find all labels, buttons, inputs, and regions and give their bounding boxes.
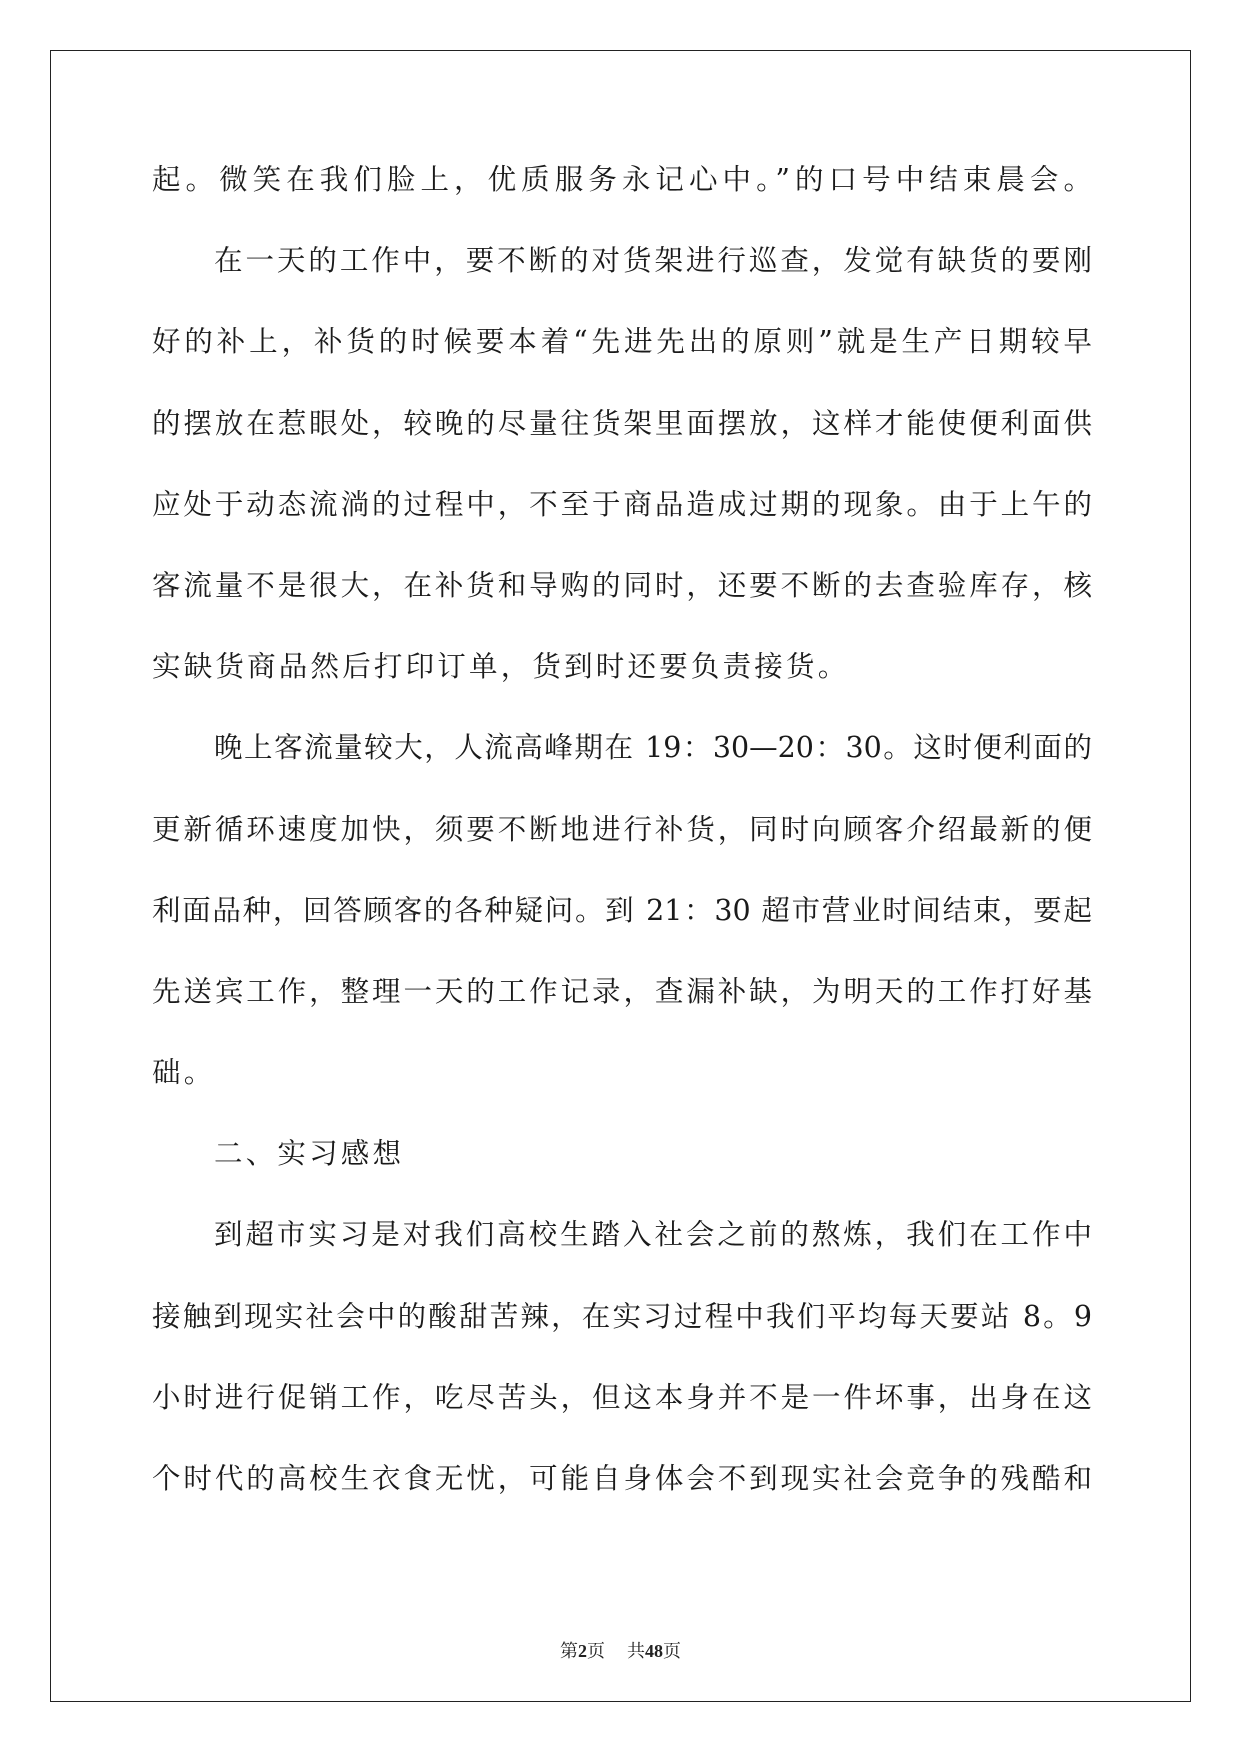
paragraph-first-line: 到超市实习是对我们高校生踏入社会之前的熬炼，我们在工作中 bbox=[214, 1218, 1092, 1252]
page-current-number: 2 bbox=[578, 1641, 587, 1661]
text-line: 好的补上，补货的时候要本着“先进先出的原则”就是生产日期较早 bbox=[152, 325, 1092, 359]
section-heading: 二、实习感想 bbox=[214, 1137, 405, 1171]
text-line: 实缺货商品然后打印订单，货到时还要负责接货。 bbox=[152, 650, 850, 684]
page-footer bbox=[0, 1637, 1241, 1663]
text-line: 的摆放在惹眼处，较晚的尽量往货架里面摆放，这样才能使便利面供 bbox=[152, 406, 1092, 440]
page-suffix: 页 bbox=[587, 1641, 605, 1662]
page-total-number: 48 bbox=[645, 1641, 663, 1661]
text-line: 利面品种，回答顾客的各种疑问。到 21：30 超市营业时间结束，要起 bbox=[152, 893, 1092, 927]
text-line: 础。 bbox=[152, 1056, 216, 1090]
text-line: 应处于动态流淌的过程中，不至于商品造成过期的现象。由于上午的 bbox=[152, 487, 1092, 521]
text-line: 小时进行促销工作，吃尽苦头，但这本身并不是一件坏事，出身在这 bbox=[152, 1380, 1092, 1414]
paragraph-first-line: 晚上客流量较大，人流高峰期在 19：30—20：30。这时便利面的 bbox=[214, 731, 1092, 765]
total-suffix: 页 bbox=[663, 1641, 681, 1662]
text-line: 起。微笑在我们脸上，优质服务永记心中。”的口号中结束晨会。 bbox=[152, 163, 1092, 196]
text-line: 客流量不是很大，在补货和导购的同时，还要不断的去查验库存，核 bbox=[152, 568, 1092, 602]
paragraph-first-line: 在一天的工作中，要不断的对货架进行巡查，发觉有缺货的要刚 bbox=[214, 244, 1092, 278]
total-prefix: 共 bbox=[627, 1641, 645, 1662]
text-line: 接触到现实社会中的酸甜苦辣，在实习过程中我们平均每天要站 8。9 bbox=[152, 1299, 1092, 1333]
text-line: 先送宾工作，整理一天的工作记录，查漏补缺，为明天的工作打好基 bbox=[152, 974, 1092, 1008]
text-line: 更新循环速度加快，须要不断地进行补货，同时向顾客介绍最新的便 bbox=[152, 812, 1092, 846]
text-line: 个时代的高校生衣食无忧，可能自身体会不到现实社会竞争的残酷和 bbox=[152, 1462, 1092, 1495]
document-body bbox=[152, 160, 1092, 1540]
page-prefix: 第 bbox=[560, 1641, 578, 1662]
